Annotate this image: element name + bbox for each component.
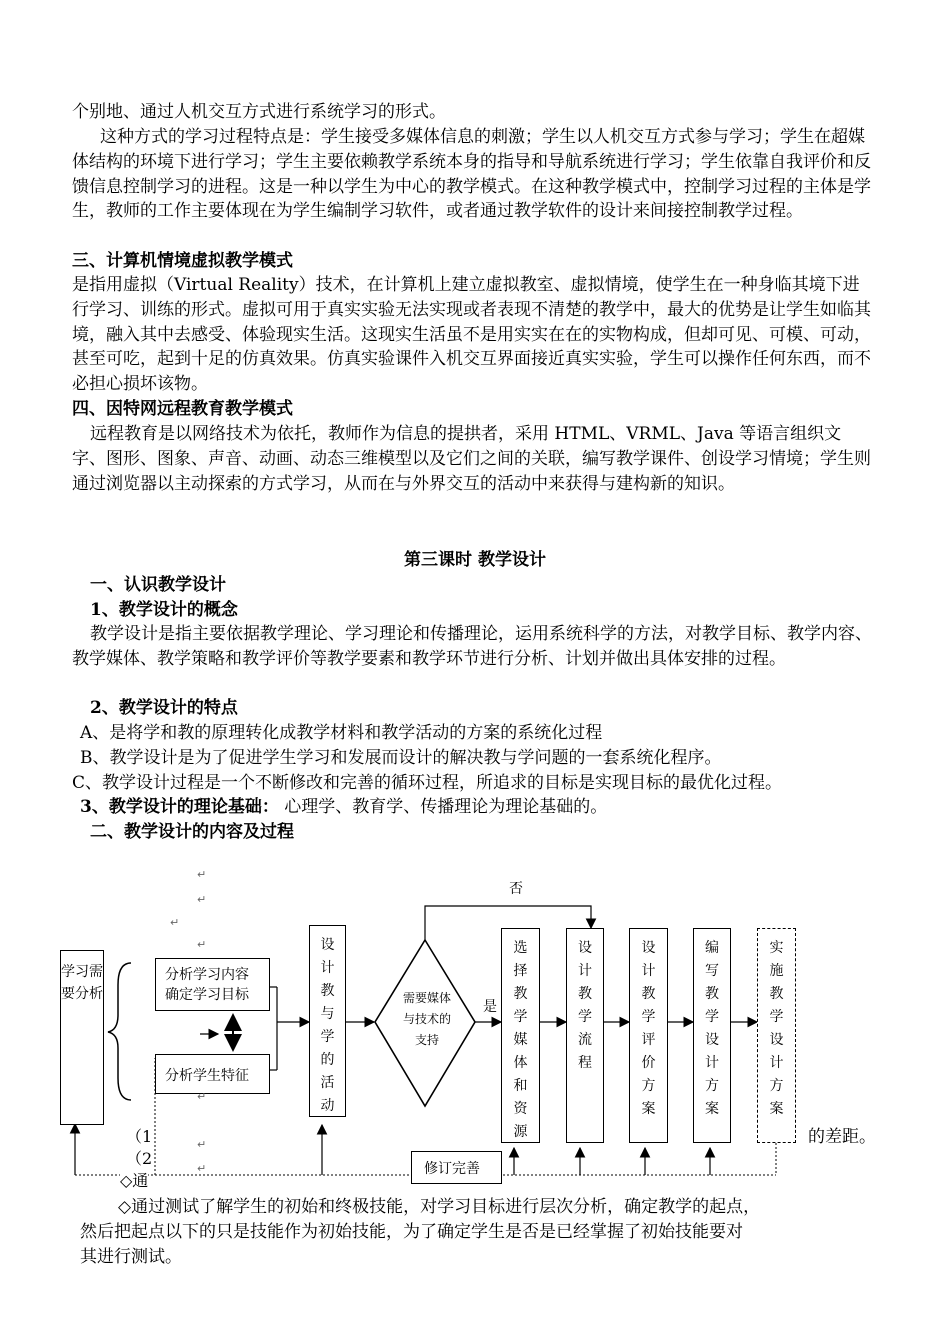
brace-connector <box>108 963 131 1100</box>
paragraph-mark: ↵ <box>197 1138 207 1151</box>
no-label: 否 <box>509 881 523 897</box>
paragraph-mark: ↵ <box>197 868 207 881</box>
design-eval-box: 设计教学评价方案 <box>629 928 668 1143</box>
design-flow-box: 设计教学流程 <box>566 928 604 1143</box>
paragraph: ◇通过测试了解学生的初始和终极技能，对学习目标进行层次分析，确定教学的起点， <box>118 1197 761 1217</box>
lesson-title: 第三课时 教学设计 <box>404 550 546 570</box>
feature-b: B、教学设计是为了促进学生学习和发展而设计的解决教与学问题的一套系统化程序。 <box>80 748 722 768</box>
hidden-text: 的差距。 <box>808 1127 876 1147</box>
paragraph-mark: ↵ <box>197 1162 207 1175</box>
yes-label: 是 <box>483 999 497 1015</box>
paragraph: 个别地、通过人机交互方式进行系统学习的形式。 <box>72 102 446 122</box>
section-heading: 四、因特网远程教育教学模式 <box>72 399 293 419</box>
feature-c: C、教学设计过程是一个不断修改和完善的循环过程，所追求的目标是实现目标的最优化过程。 <box>72 773 783 793</box>
paragraph: 其进行测试。 <box>80 1247 182 1267</box>
hidden-text: （2 <box>126 1149 153 1168</box>
section-heading: 三、计算机情境虚拟教学模式 <box>72 251 293 271</box>
paragraph: 教学设计是指主要依据教学理论、学习理论和传播理论，运用系统科学的方法，对教学目标、教学内容、教学媒体、教学策略和教学评价等教学要素和教学环节进行分析、计划并做出具体安排的过程。 <box>72 624 872 669</box>
feature-a: A、是将学和教的原理转化成教学材料和教学活动的方案的系统化过程 <box>80 723 603 743</box>
implement-plan-box: 实施教学设计方案 <box>757 928 796 1143</box>
subsection-heading: 1、教学设计的概念 <box>90 600 238 620</box>
select-media-box: 选择教学媒体和资源 <box>501 928 540 1143</box>
paragraph: 远程教育是以网络技术为依托，教师作为信息的提拱者，采用 HTML、VRML、Java 等语言组织文字、图形、图象、声音、动画、动态三维模型以及它们之间的关联，编写教学课件、创设学习情境；学生则通过浏览器以主动探索的方式学习，从而在与外界交互的活动中来获得与建构新的知识。 <box>72 424 871 494</box>
paragraph-mark: ↵ <box>197 893 207 906</box>
analyze-content-label: 分析学习内容 <box>165 967 249 983</box>
analyze-content-box <box>155 958 270 1011</box>
paragraph: 然后把起点以下的只是技能作为初始技能，为了确定学生是否是已经掌握了初始技能要对 <box>80 1222 743 1242</box>
analyze-students-box: 分析学生特征 <box>155 1054 270 1094</box>
revise-box: 修订完善 <box>411 1151 502 1184</box>
section-heading: 一、认识教学设计 <box>90 575 226 595</box>
design-activities-box: 设计教与学的活动 <box>309 925 346 1117</box>
theory-basis-label: 3、教学设计的理论基础： <box>80 797 279 817</box>
hidden-text: ◇通 <box>120 1168 148 1191</box>
subsection-heading: 2、教学设计的特点 <box>90 698 238 718</box>
paragraph-mark: ↵ <box>197 1090 207 1103</box>
learning-needs-box: 学习需要分析 <box>60 950 104 1125</box>
theory-basis-text: 心理学、教育学、传播理论为理论基础的。 <box>284 797 608 817</box>
paragraph: 这种方式的学习过程特点是：学生接受多媒体信息的刺激；学生以人机交互方式参与学习；学生在超媒体结构的环境下进行学习；学生主要依赖教学系统本身的指导和导航系统进行学习；学生依靠自我评价和反馈信息控制学习的进程。这是一种以学生为中心的教学模式。在这种教学模式中，控制学习过程的主体是学生，教师的工作主要体现在为学生编制学习软件，或者通过教学软件的设计来间接控制教学过程。 <box>72 127 871 222</box>
write-plan-box: 编写教学设计方案 <box>693 928 731 1143</box>
paragraph-mark: ↵ <box>197 938 207 951</box>
section-heading: 二、教学设计的内容及过程 <box>90 822 294 842</box>
hidden-text: （1 <box>126 1127 153 1146</box>
decision-label: 需要媒体与技术的支持 <box>402 991 451 1047</box>
paragraph: 是指用虚拟（Virtual Reality）技术，在计算机上建立虚拟教室、虚拟情境，使学生在一种身临其境下进行学习、训练的形式。虚拟可用于真实实验无法实现或者表现不清楚的教学中，最大的优势是让学生如临其境，融入其中去感受、体验现实生活。这现实生活虽不是用实实在在的实物构成，但却可见、可模、可动，甚至可吃，起到十足的仿真效果。仿真实验课件入机交互界面接近真实实验，学生可以操作任何东西，而不必担心损坏该物。 <box>72 275 871 395</box>
define-goals-label: 确定学习目标 <box>165 987 249 1003</box>
paragraph-mark: ↵ <box>170 916 180 929</box>
